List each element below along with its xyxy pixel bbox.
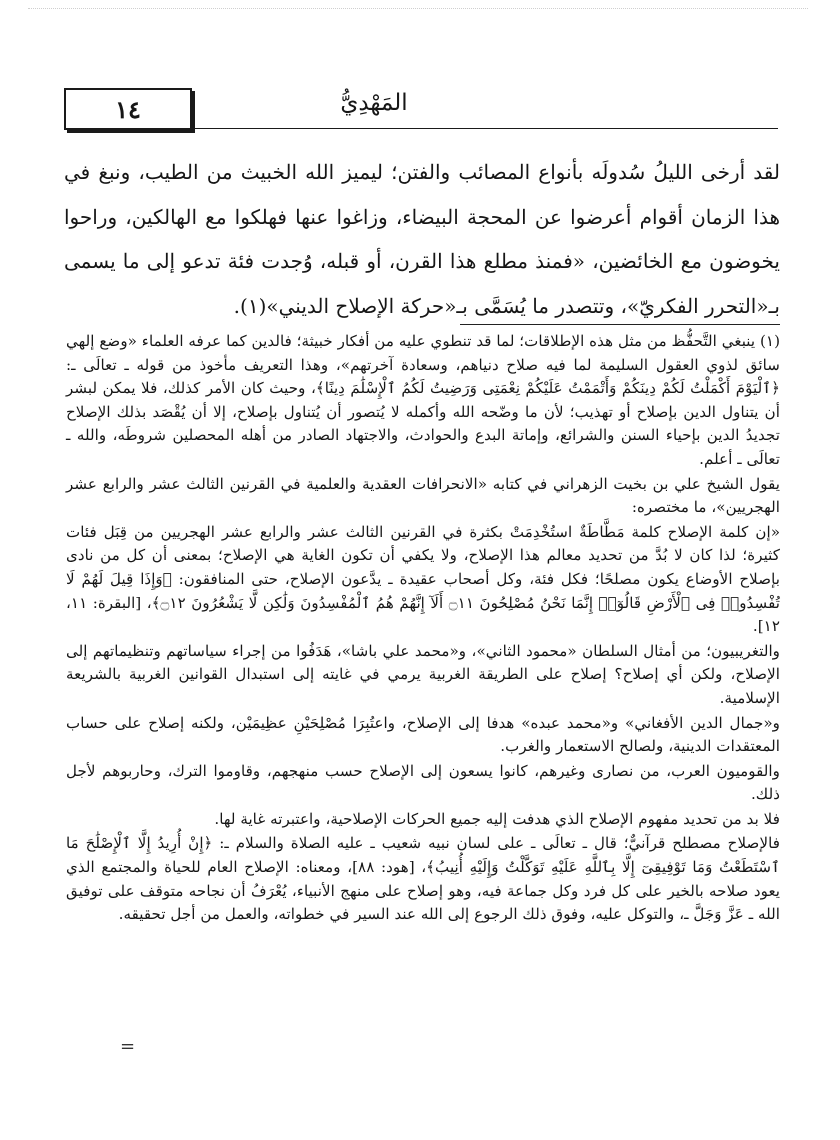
footnote-paragraph: فلا بد من تحديد مفهوم الإصلاح الذي هدفت إليه جميع الحركات الإصلاحية، واعتبرته غاية لها.	[214, 809, 780, 828]
page-number: ١٤	[64, 88, 192, 130]
header-rule	[192, 128, 778, 129]
footnote-paragraph: والقوميون العرب، من نصارى وغيرهم، كانوا يسعون إلى الإصلاح حسب منهجهم، وقاوموا الترك، وحاربوهم لأجل ذلك.	[66, 761, 780, 804]
footnote-paragraph: يقول الشيخ علي بن بخيت الزهراني في كتابه «الانحرافات العقدية والعلمية في القرنين الثالث عشر والرابع عشر الهجريين»، ما مختصره:	[66, 474, 780, 517]
running-title: المَهْدِيُّ	[340, 90, 408, 116]
footnote-paragraph: و«جمال الدين الأفغاني» و«محمد عبده» هدفا إلى الإصلاح، واعتُبِرَا مُصْلِحَيْنِ عظِيمَيْن، ولكنه إصلاح على حساب المعتقدات الدينية، ولصالح الاستعمار والغرب.	[66, 713, 780, 756]
footnote-paragraph: «إن كلمة الإصلاح كلمة مَطَّاطَةٌ استُخْدِمَتْ بكثرة في القرنين الثالث عشر والرابع عشر الهجريين من قِبَل فئات كثيرة؛ لذا كان لا بُدَّ من تحديد معالم هذا الإصلاح، ولا يكفي أن تكون الغاية هي الإصلاح؛ بمعنى أن كل من نادى بإصلاح الأوضاع يكون مصلحًا؛ فكل فئة، وكل أصحاب عقيدة ـ يدَّعون الإصلاح، حتى المنافقون: ﴿وَإِذَا قِيلَ لَهُمْ لَا تُفْسِدُوا۟ فِى ٱلْأَرْضِ قَالُوٓا۟ إِنَّمَا نَحْنُ مُصْلِحُونَ ۝١١ أَلَآ إِنَّهُمْ هُمُ ٱلْمُفْسِدُونَ وَلَٰكِن لَّا يَشْعُرُونَ ۝١٢﴾، [البقرة: ١١، ١٢].	[66, 522, 780, 636]
footnote-separator	[460, 324, 780, 325]
top-dotted-rule	[28, 8, 808, 9]
page-header	[64, 88, 778, 132]
footnote-paragraph: (١) ينبغي التَّحفُّظ من مثل هذه الإطلاقات؛ لما قد تنطوي عليه من أفكار خبيثة؛ فالدين كما عرفه العلماء «وضع إلهي سائق لذوي العقول السليمة لما فيه صلاح دنياهم، وسعادة آخرتهم»، وهذا التعريف مأخوذ من قوله ـ تعالَى ـ: ﴿ٱلْيَوْمَ أَكْمَلْتُ لَكُمْ دِينَكُمْ وَأَتْمَمْتُ عَلَيْكُمْ نِعْمَتِى وَرَضِيتُ لَكُمُ ٱلْإِسْلَٰمَ دِينًا﴾، وحيث كان الأمر كذلك، فلا يمكن لبشر أن يتناول الدين بإصلاح أو تهذيب؛ لأن ما وضّحه الله وأكمله لا يُتصور أن يُتناول بإصلاح، إلا أن يُقْصَد بذلك الإصلاح تجديدُ الدين بإحياء السنن والشرائع، وإماتة البدع والحوادث، والاجتهاد الصادر من أهله المحصلين شروطَه، والله ـ تعالَى ـ أعلم.	[66, 332, 780, 468]
footnote-paragraph: والتغريبيون؛ من أمثال السلطان «محمود الثاني»، و«محمد علي باشا»، هَدَفُوا من إجراء سياساتهم وتنظيماتهم إلى الإصلاح، ولكن أي إصلاح؟ إصلاح على الطريقة الغربية يرمي في غايته إلى استبدال القوانين الغربية بالشريعة الإسلامية.	[66, 641, 780, 707]
footnote-paragraph: فالإصلاح مصطلح قرآنيٌّ؛ قال ـ تعالَى ـ على لسان نبيه شعيب ـ عليه الصلاة والسلام ـ: ﴿إِنْ أُرِيدُ إِلَّا ٱلْإِصْلَٰحَ مَا ٱسْتَطَعْتُ وَمَا تَوْفِيقِىٓ إِلَّا بِٱللَّهِ عَلَيْهِ تَوَكَّلْتُ وَإِلَيْهِ أُنِيبُ﴾، [هود: ٨٨]، ومعناه: الإصلاح العام للحياة والمجتمع الذي يعود صلاحه بالخير على كل فرد وكل جماعة فيه، وهو إصلاح على منهج الأنبياء، يُعْرَفُ أن نجاحه متوقف على توفيق الله ـ عَزَّ وَجَلَّ ـ، والتوكل عليه، وفوق ذلك الرجوع إلى الله عند السير في خطواته، والعمل من أجل تحقيقه.	[66, 834, 781, 924]
continuation-marker: =	[120, 1036, 136, 1057]
footnotes	[66, 330, 780, 928]
main-paragraph: لقد أرخى الليلُ سُدولَه بأنواع المصائب والفتن؛ ليميز الله الخبيث من الطيب، ونبغ في هذا الزمان أقوام أعرضوا عن المحجة البيضاء، وزاغوا عنها فهلكوا مع الهالكين، وراحوا يخوضون مع الخائضين، «فمنذ مطلع هذا القرن، أو قبله، وُجدت فئة تدعو إلى ما يسمى بـ«التحرر الفكريّ»، وتتصدر ما يُسَمَّى بـ«حركة الإصلاح الديني»(١).	[64, 160, 780, 318]
main-text	[64, 150, 780, 328]
